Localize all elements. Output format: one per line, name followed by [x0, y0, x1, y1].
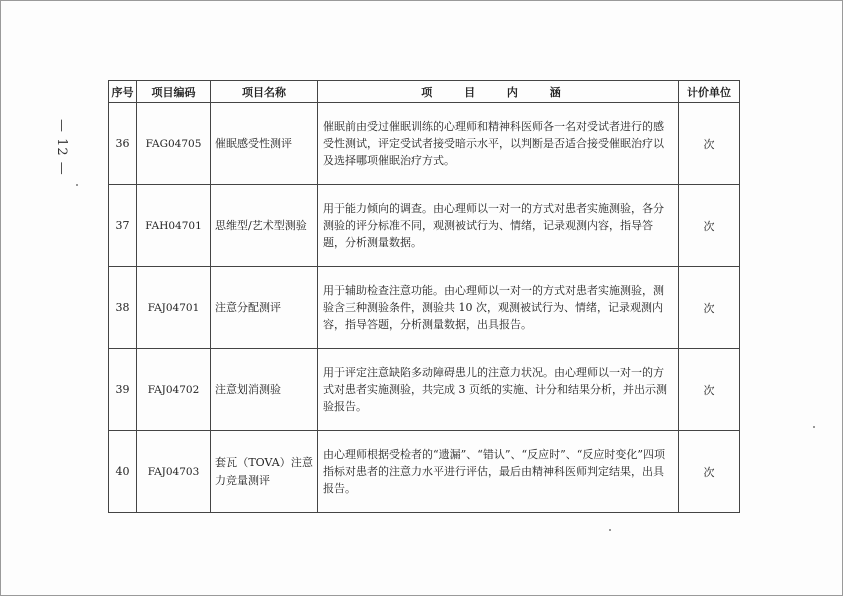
cell-code: FAG04705: [137, 103, 211, 185]
cell-seq: 37: [109, 185, 137, 267]
cell-unit: 次: [679, 349, 740, 431]
page-number: — 12 —: [54, 119, 69, 176]
header-code: 项目编码: [137, 81, 211, 103]
scan-speck: [76, 184, 78, 186]
cell-name: 注意分配测评: [211, 267, 318, 349]
cell-seq: 36: [109, 103, 137, 185]
cell-name: 注意划消测验: [211, 349, 318, 431]
scan-speck: [813, 426, 815, 428]
cell-name: 思维型/艺术型测验: [211, 185, 318, 267]
cell-name: 套瓦（TOVA）注意力竞量测评: [211, 431, 318, 513]
cell-seq: 39: [109, 349, 137, 431]
cell-content: 用于辅助检查注意功能。由心理师以一对一的方式对患者实施测验，测验含三种测验条件，测验共 10 次，观测被试行为、情绪，记录观测内容，指导答题，分析测量数据，出具报告。: [318, 267, 679, 349]
table-row: [109, 185, 740, 267]
header-unit: 计价单位: [679, 81, 740, 103]
cell-content: 用于评定注意缺陷多动障碍患儿的注意力状况。由心理师以一对一的方式对患者实施测验，共完成 3 页纸的实施、计分和结果分析，并出示测验报告。: [318, 349, 679, 431]
header-name: 项目名称: [211, 81, 318, 103]
header-content: 项 目 内 涵: [318, 81, 679, 103]
table-row: [109, 103, 740, 185]
cell-seq: 40: [109, 431, 137, 513]
cell-content: 催眠前由受过催眠训练的心理师和精神科医师各一名对受试者进行的感受性测试，评定受试者接受暗示水平，以判断是否适合接受催眠治疗以及选择哪项催眠治疗方式。: [318, 103, 679, 185]
cell-content: 用于能力倾向的调查。由心理师以一对一的方式对患者实施测验，各分测验的评分标准不同，观测被试行为、情绪，记录观测内容，指导答题，分析测量数据。: [318, 185, 679, 267]
cell-unit: 次: [679, 103, 740, 185]
cell-code: FAJ04702: [137, 349, 211, 431]
cell-name: 催眠感受性测评: [211, 103, 318, 185]
table-row: [109, 431, 740, 513]
table-header-row: [109, 81, 740, 103]
table-row: [109, 349, 740, 431]
cell-unit: 次: [679, 185, 740, 267]
header-seq: 序号: [109, 81, 137, 103]
cell-code: FAJ04703: [137, 431, 211, 513]
table-row: [109, 267, 740, 349]
cell-seq: 38: [109, 267, 137, 349]
pricing-table: [108, 80, 740, 513]
cell-unit: 次: [679, 267, 740, 349]
cell-code: FAJ04701: [137, 267, 211, 349]
cell-content: 由心理师根据受检者的“遗漏”、“错认”、“反应时”、“反应时变化”四项指标对患者的注意力水平进行评估，最后由精神科医师判定结果，出具报告。: [318, 431, 679, 513]
scan-speck: [609, 529, 611, 531]
cell-unit: 次: [679, 431, 740, 513]
cell-code: FAH04701: [137, 185, 211, 267]
